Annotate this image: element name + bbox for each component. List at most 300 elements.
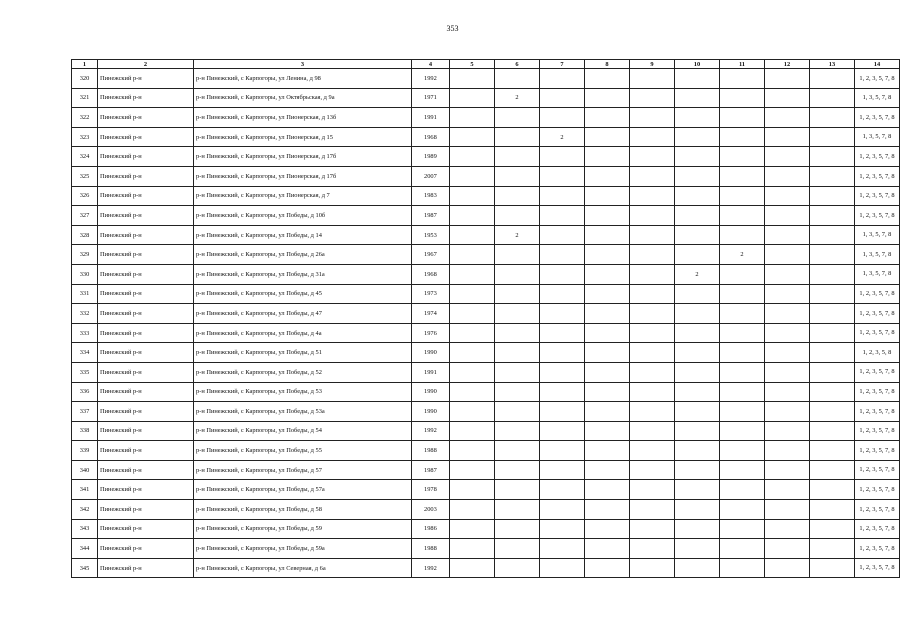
- table-cell-col-1: 338: [72, 421, 98, 441]
- table-cell-col-2: Пинежский р-н: [98, 323, 194, 343]
- column-header-8: 8: [585, 60, 630, 69]
- table-row: [72, 323, 900, 343]
- table-cell-col-5: [450, 402, 495, 422]
- table-cell-col-3: р-н Пинежский, с Карпогоры, ул Победы, д 59а: [194, 539, 412, 559]
- table-cell-col-4: 2007: [412, 166, 450, 186]
- table-cell-col-12: [765, 441, 810, 461]
- table-cell-col-10: [675, 304, 720, 324]
- table-cell-col-12: [765, 108, 810, 128]
- table-cell-col-14: 1, 3, 5, 7, 8: [855, 245, 900, 265]
- table-cell-col-2: Пинежский р-н: [98, 206, 194, 226]
- table-cell-col-5: [450, 264, 495, 284]
- table-cell-col-4: 1983: [412, 186, 450, 206]
- table-body: [72, 69, 900, 578]
- table-row: [72, 382, 900, 402]
- table-cell-col-4: 1989: [412, 147, 450, 167]
- table-cell-col-8: [585, 539, 630, 559]
- table-cell-col-11: [720, 343, 765, 363]
- table-cell-col-2: Пинежский р-н: [98, 421, 194, 441]
- header-row: [72, 60, 900, 69]
- table-cell-col-6: [495, 402, 540, 422]
- table-cell-col-8: [585, 362, 630, 382]
- table-cell-col-10: [675, 441, 720, 461]
- table-cell-col-12: [765, 147, 810, 167]
- table-row: [72, 402, 900, 422]
- table-cell-col-1: 328: [72, 225, 98, 245]
- table-cell-col-5: [450, 460, 495, 480]
- table-cell-col-14: 1, 2, 3, 5, 7, 8: [855, 382, 900, 402]
- table-cell-col-6: [495, 69, 540, 89]
- table-cell-col-6: [495, 147, 540, 167]
- table-cell-col-7: [540, 245, 585, 265]
- table-cell-col-4: 1974: [412, 304, 450, 324]
- table-cell-col-9: [630, 362, 675, 382]
- table-cell-col-7: [540, 480, 585, 500]
- table-cell-col-5: [450, 245, 495, 265]
- column-header-14: 14: [855, 60, 900, 69]
- table-cell-col-12: [765, 519, 810, 539]
- table-row: [72, 421, 900, 441]
- table-cell-col-5: [450, 108, 495, 128]
- table-cell-col-7: [540, 519, 585, 539]
- table-cell-col-11: [720, 362, 765, 382]
- table-cell-col-1: 333: [72, 323, 98, 343]
- table-cell-col-13: [810, 166, 855, 186]
- table-cell-col-8: [585, 264, 630, 284]
- table-row: [72, 245, 900, 265]
- table-cell-col-6: [495, 362, 540, 382]
- column-header-10: 10: [675, 60, 720, 69]
- table-cell-col-9: [630, 558, 675, 578]
- table-cell-col-5: [450, 558, 495, 578]
- table-row: [72, 69, 900, 89]
- table-cell-col-13: [810, 108, 855, 128]
- table-cell-col-4: 1987: [412, 460, 450, 480]
- table-cell-col-9: [630, 539, 675, 559]
- table-cell-col-3: р-н Пинежский, с Карпогоры, ул Северная, д 6а: [194, 558, 412, 578]
- table-cell-col-7: [540, 304, 585, 324]
- table-row: [72, 441, 900, 461]
- table-header: [72, 60, 900, 69]
- table-cell-col-4: 1990: [412, 402, 450, 422]
- table-cell-col-9: [630, 147, 675, 167]
- table-cell-col-14: 1, 2, 3, 5, 7, 8: [855, 421, 900, 441]
- table-cell-col-2: Пинежский р-н: [98, 245, 194, 265]
- table-cell-col-6: [495, 186, 540, 206]
- table-cell-col-2: Пинежский р-н: [98, 225, 194, 245]
- table-cell-col-5: [450, 441, 495, 461]
- table-cell-col-2: Пинежский р-н: [98, 343, 194, 363]
- table-cell-col-2: Пинежский р-н: [98, 88, 194, 108]
- table-cell-col-1: 323: [72, 127, 98, 147]
- table-cell-col-6: [495, 519, 540, 539]
- table-cell-col-1: 332: [72, 304, 98, 324]
- table-cell-col-12: [765, 402, 810, 422]
- table-cell-col-5: [450, 323, 495, 343]
- table-cell-col-5: [450, 480, 495, 500]
- table-cell-col-4: 1967: [412, 245, 450, 265]
- table-cell-col-3: р-н Пинежский, с Карпогоры, ул Победы, д 53а: [194, 402, 412, 422]
- table-cell-col-11: [720, 304, 765, 324]
- table-cell-col-9: [630, 127, 675, 147]
- table-cell-col-12: [765, 284, 810, 304]
- table-cell-col-4: 1968: [412, 264, 450, 284]
- table-cell-col-3: р-н Пинежский, с Карпогоры, ул Победы, д 59: [194, 519, 412, 539]
- table-cell-col-9: [630, 186, 675, 206]
- table-cell-col-13: [810, 382, 855, 402]
- table-cell-col-11: [720, 147, 765, 167]
- table-cell-col-11: [720, 127, 765, 147]
- table-cell-col-2: Пинежский р-н: [98, 362, 194, 382]
- table-cell-col-7: 2: [540, 127, 585, 147]
- table-cell-col-1: 327: [72, 206, 98, 226]
- table-cell-col-4: 1987: [412, 206, 450, 226]
- table-cell-col-10: [675, 519, 720, 539]
- table-cell-col-10: [675, 206, 720, 226]
- table-cell-col-3: р-н Пинежский, с Карпогоры, ул Победы, д 51: [194, 343, 412, 363]
- table-cell-col-9: [630, 225, 675, 245]
- table-cell-col-1: 345: [72, 558, 98, 578]
- table-row: [72, 108, 900, 128]
- table-cell-col-12: [765, 539, 810, 559]
- table-cell-col-2: Пинежский р-н: [98, 108, 194, 128]
- table-cell-col-9: [630, 304, 675, 324]
- table-cell-col-14: 1, 2, 3, 5, 7, 8: [855, 558, 900, 578]
- table-cell-col-7: [540, 166, 585, 186]
- table-row: [72, 166, 900, 186]
- table-cell-col-10: [675, 382, 720, 402]
- table-cell-col-11: [720, 460, 765, 480]
- table-cell-col-10: [675, 186, 720, 206]
- table-cell-col-11: [720, 382, 765, 402]
- table-cell-col-8: [585, 147, 630, 167]
- table-cell-col-13: [810, 421, 855, 441]
- table-cell-col-10: [675, 166, 720, 186]
- table-cell-col-10: [675, 460, 720, 480]
- table-cell-col-10: [675, 362, 720, 382]
- table-cell-col-5: [450, 284, 495, 304]
- table-cell-col-2: Пинежский р-н: [98, 558, 194, 578]
- table-cell-col-14: 1, 2, 3, 5, 7, 8: [855, 362, 900, 382]
- table-cell-col-3: р-н Пинежский, с Карпогоры, ул Пионерская, д 17б: [194, 166, 412, 186]
- table-cell-col-10: [675, 127, 720, 147]
- table-cell-col-12: [765, 166, 810, 186]
- table-cell-col-13: [810, 88, 855, 108]
- table-cell-col-12: [765, 362, 810, 382]
- table-cell-col-2: Пинежский р-н: [98, 480, 194, 500]
- table-cell-col-12: [765, 343, 810, 363]
- table-cell-col-11: [720, 186, 765, 206]
- table-cell-col-11: [720, 108, 765, 128]
- table-cell-col-4: 1990: [412, 343, 450, 363]
- table-cell-col-1: 342: [72, 500, 98, 520]
- table-cell-col-7: [540, 186, 585, 206]
- table-row: [72, 88, 900, 108]
- table-cell-col-8: [585, 421, 630, 441]
- table-cell-col-7: [540, 206, 585, 226]
- table-cell-col-14: 1, 2, 3, 5, 7, 8: [855, 480, 900, 500]
- table-cell-col-5: [450, 147, 495, 167]
- table-cell-col-12: [765, 480, 810, 500]
- table-cell-col-9: [630, 69, 675, 89]
- table-cell-col-9: [630, 441, 675, 461]
- table-cell-col-8: [585, 88, 630, 108]
- table-cell-col-8: [585, 558, 630, 578]
- table-cell-col-13: [810, 343, 855, 363]
- table-cell-col-13: [810, 362, 855, 382]
- table-cell-col-2: Пинежский р-н: [98, 519, 194, 539]
- table-cell-col-8: [585, 323, 630, 343]
- table-cell-col-6: 2: [495, 88, 540, 108]
- table-cell-col-4: 1971: [412, 88, 450, 108]
- table-cell-col-6: [495, 539, 540, 559]
- column-header-3: 3: [194, 60, 412, 69]
- table-cell-col-1: 334: [72, 343, 98, 363]
- table-cell-col-10: [675, 284, 720, 304]
- column-header-12: 12: [765, 60, 810, 69]
- table-cell-col-14: 1, 2, 3, 5, 7, 8: [855, 500, 900, 520]
- table-cell-col-14: 1, 2, 3, 5, 7, 8: [855, 186, 900, 206]
- table-cell-col-9: [630, 460, 675, 480]
- table-cell-col-12: [765, 382, 810, 402]
- table-cell-col-4: 1991: [412, 108, 450, 128]
- table-cell-col-8: [585, 304, 630, 324]
- table-cell-col-14: 1, 2, 3, 5, 7, 8: [855, 206, 900, 226]
- table-cell-col-11: [720, 421, 765, 441]
- table-cell-col-6: [495, 284, 540, 304]
- table-cell-col-13: [810, 147, 855, 167]
- table-cell-col-8: [585, 441, 630, 461]
- table-cell-col-4: 1978: [412, 480, 450, 500]
- table-cell-col-7: [540, 421, 585, 441]
- table-cell-col-14: 1, 3, 5, 7, 8: [855, 225, 900, 245]
- table-cell-col-6: [495, 500, 540, 520]
- table-cell-col-8: [585, 402, 630, 422]
- table-cell-col-4: 2003: [412, 500, 450, 520]
- table-cell-col-11: [720, 166, 765, 186]
- table-cell-col-6: [495, 206, 540, 226]
- table-cell-col-8: [585, 382, 630, 402]
- table-cell-col-2: Пинежский р-н: [98, 460, 194, 480]
- table-cell-col-2: Пинежский р-н: [98, 166, 194, 186]
- table-cell-col-8: [585, 186, 630, 206]
- table-row: [72, 304, 900, 324]
- table-cell-col-14: 1, 3, 5, 7, 8: [855, 88, 900, 108]
- column-header-9: 9: [630, 60, 675, 69]
- table-cell-col-6: [495, 558, 540, 578]
- table-cell-col-4: 1986: [412, 519, 450, 539]
- table-cell-col-2: Пинежский р-н: [98, 69, 194, 89]
- table-cell-col-5: [450, 206, 495, 226]
- table-cell-col-3: р-н Пинежский, с Карпогоры, ул Октябрьская, д 9а: [194, 88, 412, 108]
- table-cell-col-5: [450, 421, 495, 441]
- table-cell-col-6: [495, 127, 540, 147]
- table-cell-col-3: р-н Пинежский, с Карпогоры, ул Победы, д 55: [194, 441, 412, 461]
- table-cell-col-10: [675, 539, 720, 559]
- table-cell-col-4: 1992: [412, 69, 450, 89]
- table-cell-col-9: [630, 245, 675, 265]
- table-cell-col-13: [810, 323, 855, 343]
- table-cell-col-11: [720, 480, 765, 500]
- table-cell-col-7: [540, 323, 585, 343]
- table-cell-col-6: 2: [495, 225, 540, 245]
- table-cell-col-8: [585, 284, 630, 304]
- table-cell-col-10: [675, 402, 720, 422]
- table-cell-col-14: 1, 2, 3, 5, 7, 8: [855, 166, 900, 186]
- table-cell-col-14: 1, 2, 3, 5, 7, 8: [855, 519, 900, 539]
- table-cell-col-7: [540, 500, 585, 520]
- table-cell-col-11: [720, 69, 765, 89]
- table-cell-col-8: [585, 245, 630, 265]
- table-cell-col-8: [585, 206, 630, 226]
- table-cell-col-13: [810, 480, 855, 500]
- table-cell-col-3: р-н Пинежский, с Карпогоры, ул Ленина, д 98: [194, 69, 412, 89]
- table-cell-col-4: 1968: [412, 127, 450, 147]
- table-row: [72, 343, 900, 363]
- table-cell-col-13: [810, 264, 855, 284]
- table-cell-col-3: р-н Пинежский, с Карпогоры, ул Победы, д 26а: [194, 245, 412, 265]
- table-cell-col-1: 325: [72, 166, 98, 186]
- table-cell-col-5: [450, 166, 495, 186]
- table-cell-col-2: Пинежский р-н: [98, 127, 194, 147]
- table-cell-col-5: [450, 69, 495, 89]
- table-cell-col-6: [495, 166, 540, 186]
- table-cell-col-5: [450, 362, 495, 382]
- table-cell-col-12: [765, 304, 810, 324]
- table-cell-col-12: [765, 500, 810, 520]
- table-cell-col-5: [450, 500, 495, 520]
- table-cell-col-12: [765, 460, 810, 480]
- table-row: [72, 460, 900, 480]
- table-cell-col-3: р-н Пинежский, с Карпогоры, ул Победы, д 4а: [194, 323, 412, 343]
- column-header-4: 4: [412, 60, 450, 69]
- table-cell-col-5: [450, 343, 495, 363]
- column-header-5: 5: [450, 60, 495, 69]
- table-cell-col-7: [540, 441, 585, 461]
- table-row: [72, 147, 900, 167]
- table-cell-col-9: [630, 108, 675, 128]
- table-cell-col-7: [540, 539, 585, 559]
- table-row: [72, 186, 900, 206]
- table-cell-col-1: 336: [72, 382, 98, 402]
- table-cell-col-9: [630, 402, 675, 422]
- table-cell-col-3: р-н Пинежский, с Карпогоры, ул Победы, д 52: [194, 362, 412, 382]
- table-cell-col-13: [810, 284, 855, 304]
- table-cell-col-11: [720, 500, 765, 520]
- table-cell-col-7: [540, 225, 585, 245]
- table-cell-col-8: [585, 500, 630, 520]
- table-cell-col-12: [765, 323, 810, 343]
- table-cell-col-4: 1953: [412, 225, 450, 245]
- table-cell-col-8: [585, 108, 630, 128]
- table-cell-col-11: 2: [720, 245, 765, 265]
- table-cell-col-7: [540, 362, 585, 382]
- table-cell-col-3: р-н Пинежский, с Карпогоры, ул Пионерская, д 7: [194, 186, 412, 206]
- table-cell-col-13: [810, 519, 855, 539]
- table-cell-col-13: [810, 245, 855, 265]
- table-cell-col-11: [720, 519, 765, 539]
- table-cell-col-1: 322: [72, 108, 98, 128]
- table-cell-col-1: 343: [72, 519, 98, 539]
- table-cell-col-6: [495, 264, 540, 284]
- table-cell-col-3: р-н Пинежский, с Карпогоры, ул Победы, д 47: [194, 304, 412, 324]
- table-cell-col-2: Пинежский р-н: [98, 284, 194, 304]
- table-cell-col-9: [630, 519, 675, 539]
- column-header-2: 2: [98, 60, 194, 69]
- table-row: [72, 539, 900, 559]
- table-cell-col-10: [675, 343, 720, 363]
- table-cell-col-4: 1991: [412, 362, 450, 382]
- table-cell-col-7: [540, 382, 585, 402]
- table-cell-col-13: [810, 127, 855, 147]
- table-cell-col-1: 340: [72, 460, 98, 480]
- table-cell-col-2: Пинежский р-н: [98, 304, 194, 324]
- building-registry-table: [71, 59, 900, 578]
- table-cell-col-10: [675, 323, 720, 343]
- table-cell-col-14: 1, 2, 3, 5, 7, 8: [855, 539, 900, 559]
- table-cell-col-2: Пинежский р-н: [98, 382, 194, 402]
- table-cell-col-3: р-н Пинежский, с Карпогоры, ул Победы, д 58: [194, 500, 412, 520]
- table-cell-col-6: [495, 460, 540, 480]
- table-cell-col-11: [720, 88, 765, 108]
- table-cell-col-12: [765, 225, 810, 245]
- table-cell-col-11: [720, 539, 765, 559]
- table-row: [72, 519, 900, 539]
- table-cell-col-11: [720, 441, 765, 461]
- table-cell-col-5: [450, 382, 495, 402]
- table-cell-col-9: [630, 166, 675, 186]
- table-cell-col-9: [630, 343, 675, 363]
- table-cell-col-6: [495, 480, 540, 500]
- table-cell-col-13: [810, 186, 855, 206]
- table-cell-col-13: [810, 441, 855, 461]
- table-cell-col-3: р-н Пинежский, с Карпогоры, ул Победы, д 10б: [194, 206, 412, 226]
- table-cell-col-3: р-н Пинежский, с Карпогоры, ул Победы, д 57: [194, 460, 412, 480]
- table-cell-col-13: [810, 69, 855, 89]
- table-cell-col-7: [540, 88, 585, 108]
- table-cell-col-7: [540, 558, 585, 578]
- table-cell-col-4: 1976: [412, 323, 450, 343]
- table-cell-col-7: [540, 147, 585, 167]
- table-cell-col-14: 1, 2, 3, 5, 8: [855, 343, 900, 363]
- table-cell-col-9: [630, 206, 675, 226]
- table-cell-col-3: р-н Пинежский, с Карпогоры, ул Победы, д 54: [194, 421, 412, 441]
- column-header-6: 6: [495, 60, 540, 69]
- table-cell-col-6: [495, 304, 540, 324]
- table-cell-col-12: [765, 264, 810, 284]
- table-row: [72, 500, 900, 520]
- table-cell-col-1: 320: [72, 69, 98, 89]
- table-cell-col-9: [630, 284, 675, 304]
- table-cell-col-5: [450, 539, 495, 559]
- table-cell-col-11: [720, 558, 765, 578]
- table-cell-col-13: [810, 558, 855, 578]
- table-cell-col-13: [810, 225, 855, 245]
- table-cell-col-2: Пинежский р-н: [98, 441, 194, 461]
- table-cell-col-14: 1, 2, 3, 5, 7, 8: [855, 147, 900, 167]
- table-cell-col-13: [810, 460, 855, 480]
- table-cell-col-4: 1992: [412, 421, 450, 441]
- table-cell-col-7: [540, 264, 585, 284]
- table-cell-col-11: [720, 402, 765, 422]
- table-cell-col-10: [675, 88, 720, 108]
- table-cell-col-6: [495, 441, 540, 461]
- table-row: [72, 206, 900, 226]
- table-cell-col-1: 344: [72, 539, 98, 559]
- table-cell-col-13: [810, 539, 855, 559]
- table-cell-col-1: 339: [72, 441, 98, 461]
- table-row: [72, 284, 900, 304]
